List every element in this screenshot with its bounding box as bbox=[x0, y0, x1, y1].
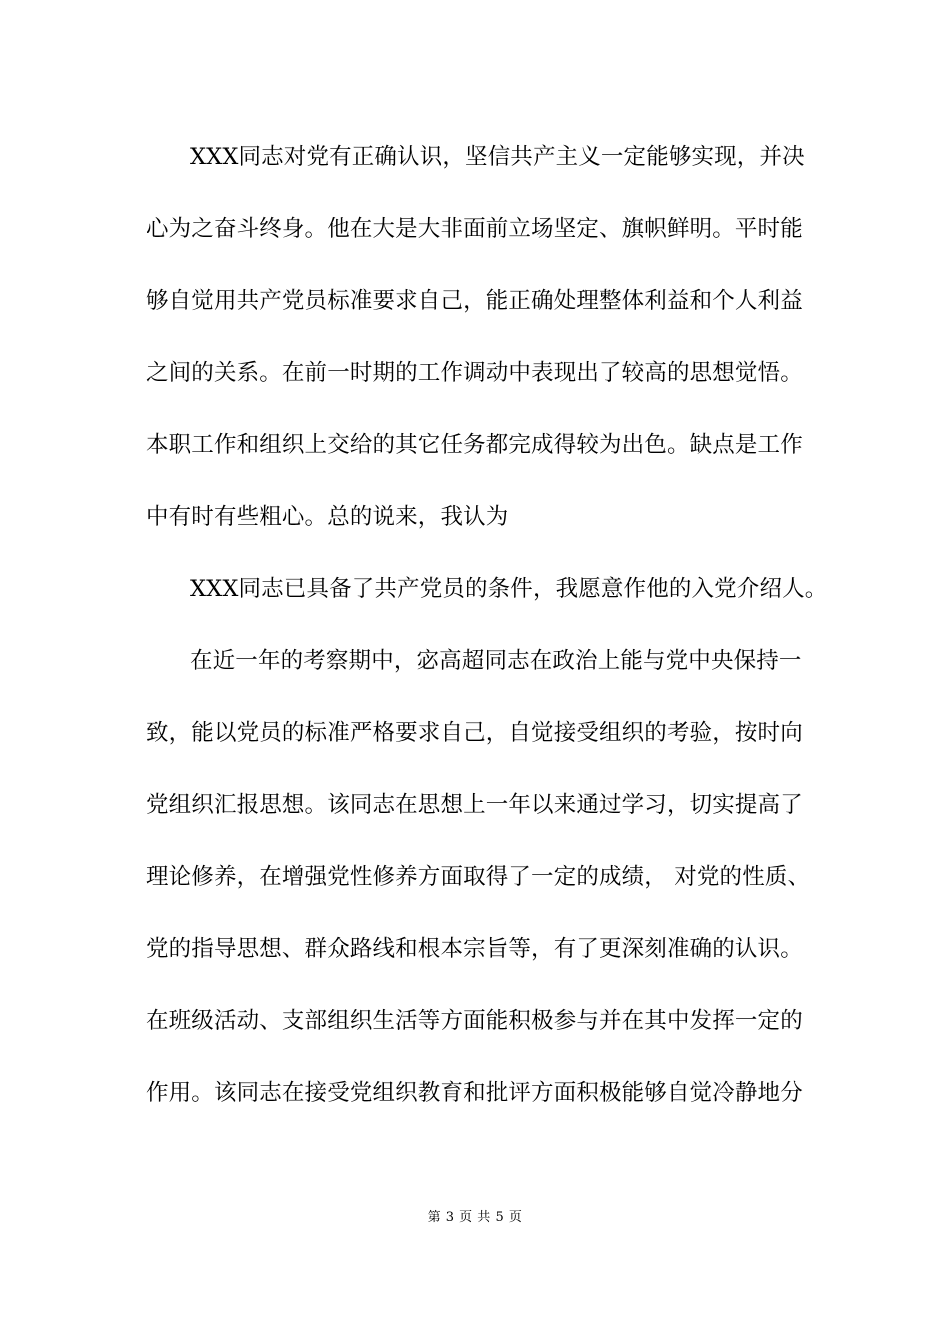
text-line: 致，能以党员的标准严格要求自己，自觉接受组织的考验，按时向 bbox=[146, 720, 803, 746]
text-line: XXX同志对党有正确认识，坚信共产主义一定能够实现，并决 bbox=[190, 144, 805, 170]
page-number: 第 3 页 共 5 页 bbox=[427, 1210, 523, 1225]
text-line: 在近一年的考察期中，宓高超同志在政治上能与党中央保持一 bbox=[190, 648, 802, 674]
text-line: 中有时有些粗心。总的说来，我认为 bbox=[146, 504, 509, 530]
text-line: 够自觉用共产党员标准要求自己，能正确处理整体利益和个人利益 bbox=[146, 288, 803, 314]
text-line: 党组织汇报思想。该同志在思想上一年以来通过学习，切实提高了 bbox=[146, 792, 803, 818]
text-line: XXX同志已具备了共产党员的条件，我愿意作他的入党介绍人。 bbox=[190, 576, 828, 602]
text-line: 之间的关系。在前一时期的工作调动中表现出了较高的思想觉悟。 bbox=[146, 360, 803, 386]
text-line: 本职工作和组织上交给的其它任务都完成得较为出色。缺点是工作 bbox=[146, 432, 803, 458]
page-footer bbox=[0, 1206, 950, 1225]
text-line: 在班级活动、支部组织生活等方面能积极参与并在其中发挥一定的 bbox=[146, 1008, 803, 1034]
text-line: 作用。该同志在接受党组织教育和批评方面积极能够自觉冷静地分 bbox=[146, 1080, 803, 1106]
body-text bbox=[146, 130, 828, 1138]
text-line: 理论修养，在增强党性修养方面取得了一定的成绩， 对党的性质、 bbox=[146, 864, 811, 890]
text-line: 心为之奋斗终身。他在大是大非面前立场坚定、旗帜鲜明。平时能 bbox=[146, 216, 803, 242]
text-line: 党的指导思想、群众路线和根本宗旨等，有了更深刻准确的认识。 bbox=[146, 936, 803, 962]
